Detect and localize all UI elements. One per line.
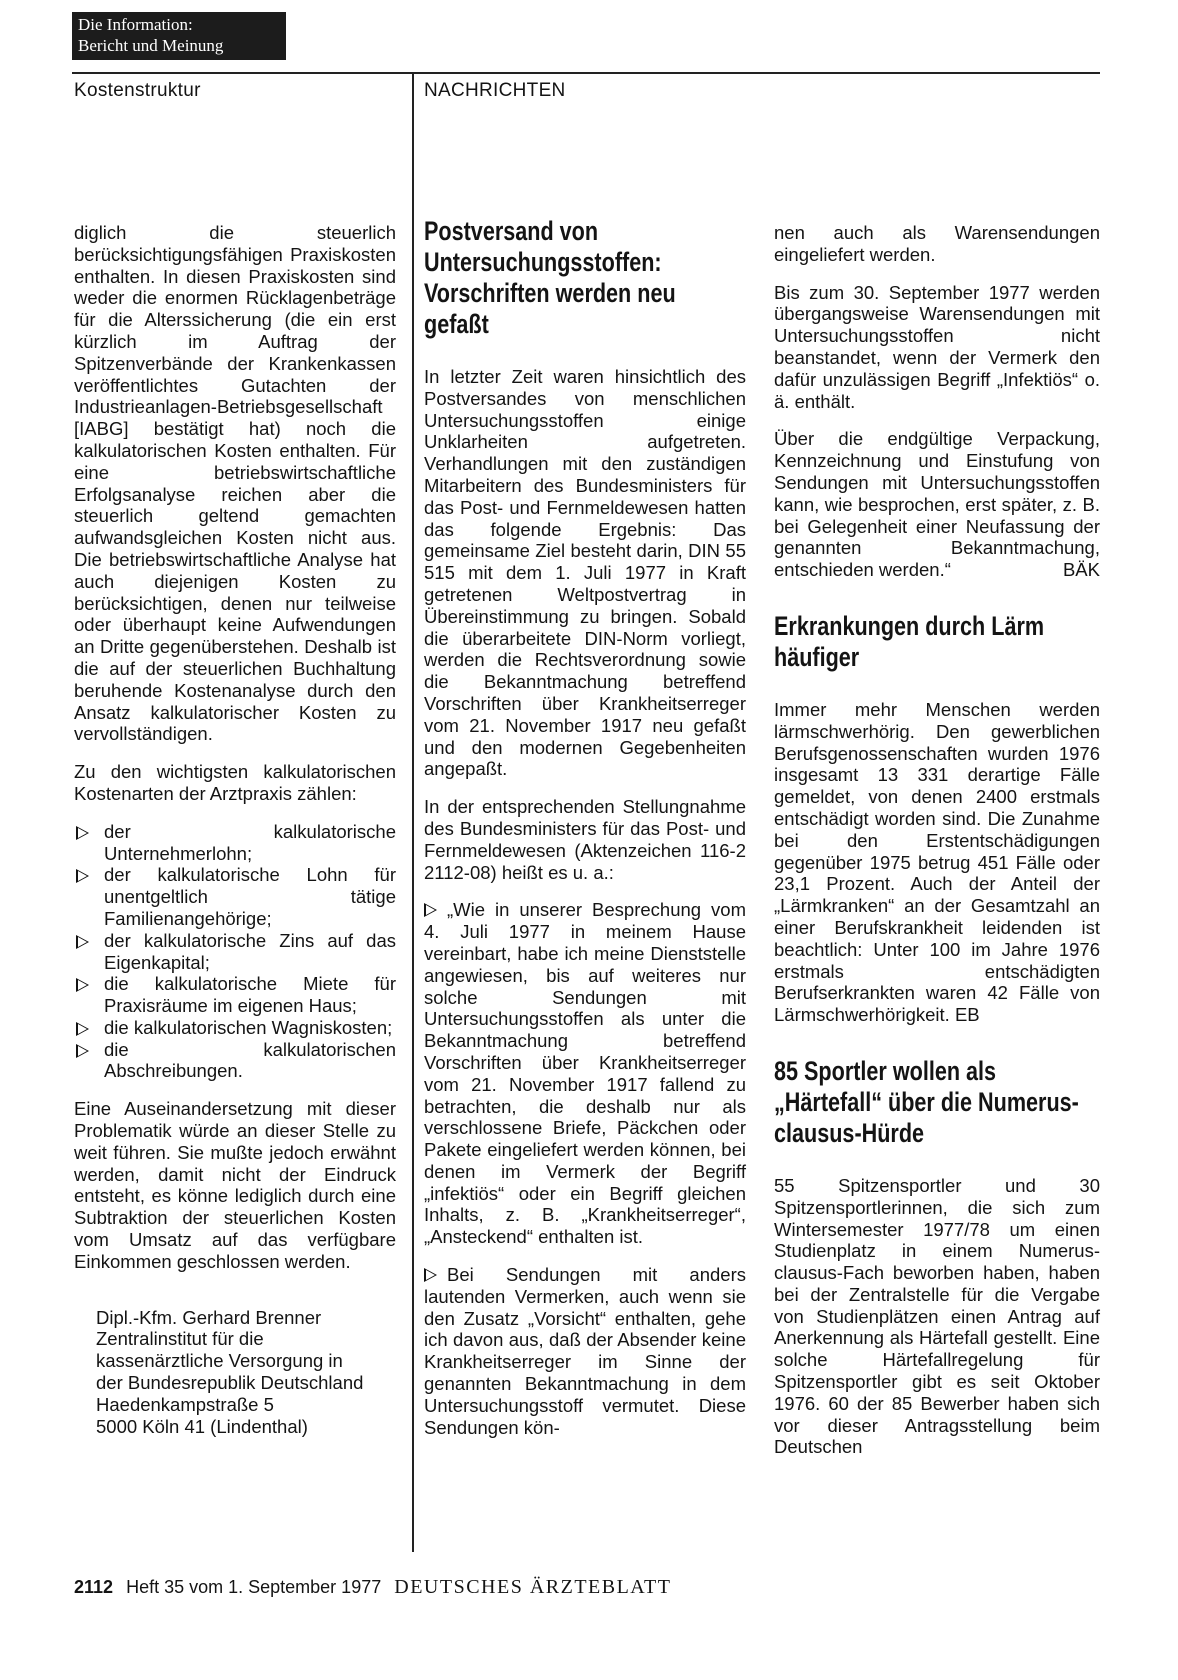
bullet-triangle-icon: [76, 1044, 89, 1058]
paragraph: Zu den wichtigsten kalkulatorischen Kostenarten der Arztpraxis zählen:: [74, 761, 396, 804]
author-line: kassenärztliche Versorgung in: [96, 1350, 343, 1372]
issue-info: Heft 35 vom 1. September 1977: [126, 1577, 382, 1597]
column-1: [74, 222, 396, 1437]
article-headline: 85 Sportler wollen als „Härtefall“ über die Numerus-clausus-Hürde: [774, 1055, 1079, 1148]
paragraph: Immer mehr Menschen werden lärmschwerhörig. Den gewerblichen Berufsgenossenschaften wurden 1976 insgesamt 13 331 derartige Fälle gemeldet, von denen 2400 erstmals entschädigt worden sind. Die Zunahme bei den Erstentschädigungen gegenüber 1975 betrug 451 Fälle oder 23,1 Prozent. Auch der Anteil der „Lärmkranken“ an der Gesamtzahl an einer Berufskrankheit leidenden ist beachtlich: Unter 100 im Jahre 1976 erstmals entschädigten Berufserkrankten waren 42 Fälle von Lärmschwerhörigkeit. EB: [774, 698, 1100, 1026]
journal-name: DEUTSCHES ÄRZTEBLATT: [394, 1576, 672, 1598]
paragraph: Über die endgültige Verpackung, Kennzeichnung und Einstufung von Sendungen mit Untersuchungsstoffen kann, wie besprochen, erst später, z. B. bei Gelegenheit einer Neufassung der genannten Bekanntmachung, entschieden werden.“ BÄK: [774, 428, 1100, 581]
paragraph: diglich die steuerlich berücksichtigungsfähigen Praxiskosten enthalten. In diesen Praxiskosten sind weder die enormen Rücklagenbeträge für die Alterssicherung (die ein erst kürzlich im Auftrag der Spitzenverbände der Krankenkassen veröffentlichtes Gutachten der Industrieanlagen-Betriebsgesellschaft [IABG] bestätigt hat) noch die kalkulatorischen Kosten enthalten. Für eine betriebswirtschaftliche Erfolgsanalyse reichen aber die steuerlich geltend gemachten aufwandsgleichen Kosten nicht aus. Die betriebswirtschaftliche Analyse hat auch diejenigen Kosten zu berücksichtigen, denen nur teilweise oder überhaupt keine Aufwendungen an Dritte gegenüberstehen. Deshalb ist die auf der steuerlichen Buchhaltung beruhende Kostenanalyse durch den Ansatz kalkulatorischer Kosten zu vervollständigen.: [74, 222, 396, 745]
list-item: der kalkulatorische Zins auf das Eigenkapital;: [74, 930, 396, 974]
paragraph: Bis zum 30. September 1977 werden übergangsweise Warensendungen mit Untersuchungsstoffen nicht beanstandet, wenn der Vermerk den dafür unzulässigen Begriff „Infektiös“ o. ä. enthält.: [774, 281, 1100, 412]
author-signature: EB: [954, 1004, 980, 1026]
paragraph: nen auch als Warensendungen eingeliefert werden.: [774, 222, 1100, 265]
author-line: Dipl.-Kfm. Gerhard Brenner: [96, 1306, 322, 1328]
list-item: die kalkulatorischen Abschreibungen.: [74, 1039, 396, 1083]
page-number: 2112: [74, 1577, 114, 1597]
bullet-triangle-icon: [424, 903, 437, 917]
section-label-left: Kostenstruktur: [74, 80, 201, 101]
list-item: der kalkulatorische Unternehmerlohn;: [74, 821, 396, 865]
rubric-line-1: Die Information:: [78, 15, 193, 34]
quote-paragraph: Bei Sendungen mit anders lautenden Vermerken, auch wenn sie den Zusatz „Vorsicht“ enthalten, gehe ich davon aus, daß der Absender keine Krankheitserreger im Sinne der genannten Bekanntmachung in dem Untersuchungsstoff vermutet. Diese Sendungen kön-: [424, 1264, 746, 1438]
article-headline: Postversand von Untersuchungsstoffen: Vorschriften werden neu gefaßt: [424, 216, 676, 339]
bullet-triangle-icon: [424, 1268, 437, 1282]
author-line: 5000 Köln 41 (Lindenthal): [96, 1415, 308, 1437]
column-3: [774, 222, 1100, 1474]
section-label-right: NACHRICHTEN: [424, 80, 566, 101]
list-item: die kalkulatorische Miete für Praxisräume im eigenen Haus;: [74, 973, 396, 1017]
author-line: der Bundesrepublik Deutschland: [96, 1372, 364, 1394]
paragraph: 55 Spitzensportler und 30 Spitzensportlerinnen, die sich zum Wintersemester 1977/78 um einen Studienplatz in einem Numerus-clausus-Fach beworben haben, haben bei der Zentralstelle für die Vergabe von Studienplätzen einen Antrag auf Anerkennung als Härtefall gestellt. Eine solche Härtefallregelung für Spitzensportler gibt es seit Oktober 1976. 60 der 85 Bewerber haben sich vor dieser Antragsstellung beim Deutschen: [774, 1174, 1100, 1458]
top-rule: [72, 72, 1100, 74]
list-item: die kalkulatorischen Wagniskosten;: [74, 1017, 396, 1039]
author-line: Zentralinstitut für die: [96, 1328, 264, 1350]
bullet-triangle-icon: [76, 869, 89, 883]
page-footer: [74, 1576, 671, 1599]
author-block: [96, 1307, 396, 1438]
bullet-triangle-icon: [76, 826, 89, 840]
column-2: [424, 216, 746, 1454]
bullet-triangle-icon: [76, 978, 89, 992]
article-headline: Erkrankungen durch Lärm häufiger: [774, 610, 1045, 672]
quote-paragraph: „Wie in unserer Besprechung vom 4. Juli 1977 in meinem Hause vereinbart, habe ich meine Dienststelle angewiesen, bis auf weiteres nur solche Sendungen mit Untersuchungsstoffen als unter die Bekanntmachung betreffend Vorschriften über Krankheitserreger vom 21. November 1917 fallend zu betrachten, die deshalb nur als verschlossene Briefe, Päckchen oder Pakete eingeliefert werden können, bei denen im Vermerk der Begriff „infektiös“ oder ein Begriff gleichen Inhalts, z. B. „Krankheitserreger“, „Ansteckend“ enthalten ist.: [424, 899, 746, 1248]
paragraph: In der entsprechenden Stellungnahme des Bundesministers für das Post- und Fernmeldewesen (Aktenzeichen 116-2 2112-08) heißt es u. a.:: [424, 796, 746, 883]
paragraph: In letzter Zeit waren hinsichtlich des Postversandes von menschlichen Untersuchungsstoffen einige Unklarheiten aufgetreten. Verhandlungen mit den zuständigen Mitarbeitern des Bundesministers für das Post- und Fernmeldewesen hatten das folgende Ergebnis: Das gemeinsame Ziel besteht darin, DIN 55 515 mit dem 1. Juli 1977 in Kraft getretenen Weltpostvertrag in Übereinstimmung zu bringen. Sobald die überarbeitete DIN-Norm vorliegt, werden die Rechtsverordnung sowie die Bekanntmachung betreffend Vorschriften über Krankheitserreger vom 21. November 1917 neu gefaßt und den modernen Gegebenheiten angepaßt.: [424, 366, 746, 780]
author-line: Haedenkampstraße 5: [96, 1393, 274, 1415]
cost-type-list: [74, 821, 396, 1083]
rubric-box: [72, 12, 286, 60]
column-divider: [412, 72, 414, 1552]
bullet-triangle-icon: [76, 935, 89, 949]
rubric-line-2: Bericht und Meinung: [78, 36, 224, 55]
author-signature: BÄK: [1062, 559, 1100, 581]
bullet-triangle-icon: [76, 1022, 89, 1036]
list-item: der kalkulatorische Lohn für unentgeltlich tätige Familienangehörige;: [74, 864, 396, 929]
paragraph: Eine Auseinandersetzung mit dieser Problematik würde an dieser Stelle zu weit führen. Sie mußte jedoch erwähnt werden, damit nicht der Eindruck entsteht, es könne lediglich durch eine Subtraktion der steuerlichen Kosten vom Umsatz auf das verfügbare Einkommen geschlossen werden.: [74, 1098, 396, 1272]
